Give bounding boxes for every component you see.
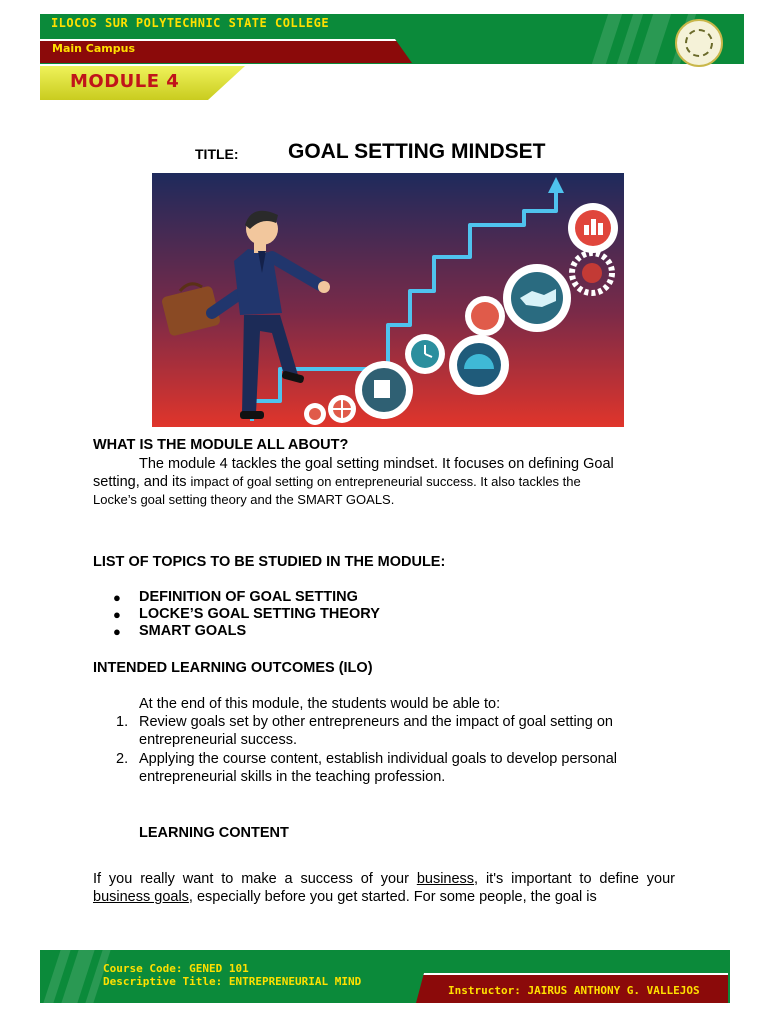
goal-setting-illustration [152, 173, 624, 427]
gear-icon [355, 361, 413, 419]
school-name: ILOCOS SUR POLYTECHNIC STATE COLLEGE [50, 16, 330, 30]
bullet-icon: ● [113, 607, 121, 622]
instructor-name: Instructor: JAIRUS ANTHONY G. VALLEJOS [448, 984, 700, 997]
ilo-intro: At the end of this module, the students would be able to: [139, 696, 501, 712]
topics-heading: LIST OF TOPICS TO BE STUDIED IN THE MODULE: [93, 554, 446, 570]
list-item: DEFINITION OF GOAL SETTING [139, 589, 358, 605]
ilo-number: 2. [116, 751, 129, 767]
ilo-item-line: Review goals set by other entrepreneurs and the impact of goal setting on [139, 714, 613, 730]
clock-icon [405, 334, 445, 374]
learning-content-paragraph: If you really want to make a success of your business, it's important to define your business goals, especially before you get started. For some people, the goal is [93, 871, 675, 905]
bullet-icon: ● [113, 590, 121, 605]
descriptive-title: Descriptive Title: ENTREPRENEURIAL MIND [103, 975, 362, 988]
title-label: TITLE: [195, 146, 239, 162]
bullet-icon: ● [113, 624, 121, 639]
module-number: MODULE 4 [70, 71, 180, 92]
list-item: LOCKE’S GOAL SETTING THEORY [139, 606, 380, 622]
about-heading: WHAT IS THE MODULE ALL ABOUT? [93, 437, 349, 453]
about-line-3: Locke’s goal setting theory and the SMART GOALS. [93, 492, 395, 507]
learning-content-heading: LEARNING CONTENT [139, 825, 289, 841]
course-code: Course Code: GENED 101 [103, 962, 249, 975]
ilo-heading: INTENDED LEARNING OUTCOMES (ILO) [93, 660, 373, 676]
ilo-item-line: entrepreneurial skills in the teaching profession. [139, 769, 446, 785]
list-item: SMART GOALS [139, 623, 247, 639]
campus-name: Main Campus [52, 42, 136, 55]
college-seal [675, 19, 723, 67]
gauge-gear-icon [449, 335, 509, 395]
ilo-item-line: Applying the course content, establish individual goals to develop personal [139, 751, 618, 767]
pencil-gear-icon [465, 296, 505, 336]
ilo-number: 1. [116, 714, 129, 730]
business-goals-link[interactable]: business goals [93, 889, 189, 905]
handshake-icon [503, 264, 571, 332]
chart-icon [568, 203, 618, 253]
about-line-1: The module 4 tackles the goal setting mindset. It focuses on defining Goal [139, 456, 614, 472]
business-link[interactable]: business [416, 871, 475, 887]
about-line-2: setting, and its impact of goal setting on entrepreneurial success. It also tackles the [93, 474, 581, 490]
ilo-item-line: entrepreneurial success. [139, 732, 297, 748]
page-title: GOAL SETTING MINDSET [288, 140, 546, 163]
